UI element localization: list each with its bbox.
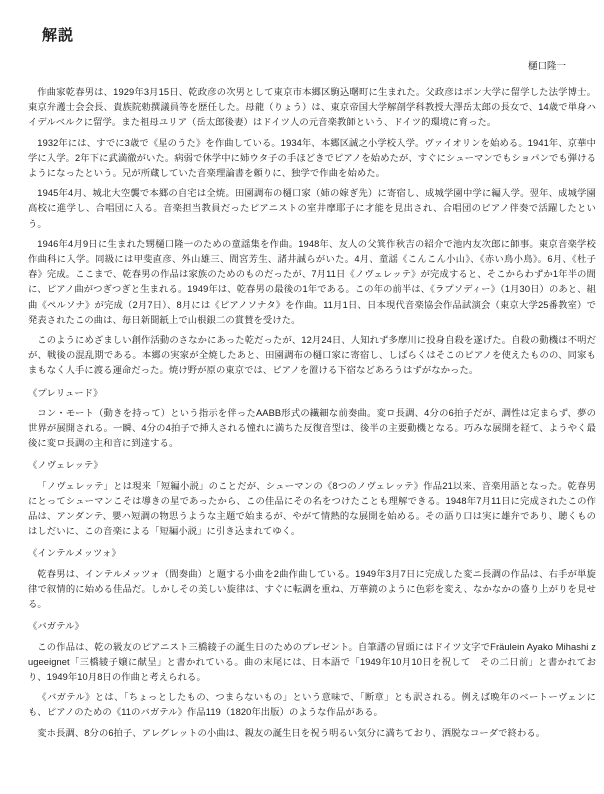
section-heading: 《ノヴェレッテ》 (28, 460, 103, 471)
paragraph: 変ホ長調、8分の6拍子、アレグレットの小曲は、親友の誕生日を祝う明るい気分に満ちており、洒脱なコーダで終わる。 (37, 727, 546, 738)
paragraph: 作曲家乾春男は、1929年3月15日、乾政彦の次男として東京市本郷区駒込曙町に生まれた。父政彦はボン大学に留学した法学博士。東京弁護士会会長、貴族院勅撰議員等を歴任した。母龍（りょう）は、東京帝国大学解剖学科教授大澤岳太郎の長女で、14歳で単身ハイデルベルクに留学。また祖母ユリア（岳太郎後妻）はドイツ人の元音楽教師という、ドイツ的環境に育った。 (28, 87, 596, 128)
paragraph: 1932年には、すでに3歳で《星のうた》を作曲している。1934年、本郷区誠之小学校入学。ヴァイオリンを始める。1941年、京華中学に入学。2年下に武満徹がいた。病弱で休学中に姉ウタ子の手ほどきでピアノを始めたが、すぐにシューマンでもショパンでも弾けるようになったという。兄が所蔵していた音楽理論書を頼りに、独学で作曲を始めた。 (28, 137, 596, 179)
page-title: 解説 (42, 27, 75, 44)
author-name: 樋口隆一 (527, 61, 566, 72)
paragraph: このようにめざましい創作活動のさなかにあった乾だったが、12月24日、人知れず多摩川に投身自殺を遂げた。自殺の動機は不明だが、戦後の混乱期である。本郷の実家が全焼したあと、田園調布の樋口家に寄宿し、しばらくはそこのピアノを使えたものの、同家もまもなく人手に渡る運命だった。焼け野が原の東京では、ピアノを置ける下宿などあろうはずがなかった。 (28, 335, 596, 376)
paragraph: 乾春男は、インテルメッツォ（間奏曲）と題する小曲を2曲作曲している。1949年3月7日に完成した変ニ長調の作品は、右手が単旋律で叙情的に始める佳品だ。しかしその美しい旋律は、すぐに転調を重ね、万華鏡のように色彩を変え、なかなかの盛り上がりを見せる。 (28, 568, 596, 610)
paragraph: コン・モート（動きを持って）という指示を伴ったAABB形式の繊細な前奏曲。変ロ長調、4分の6拍子だが、調性は定まらず、夢の世界が展開される。一瞬、4分の4拍子で挿入される憧れに満ちた反復音型は、後半の主要動機となる。巧みな展開を経て、ようやく最後に変ロ長調の主和音に到達する。 (28, 407, 596, 449)
document-body (28, 85, 596, 741)
paragraph: 《バガテル》とは、「ちょっとしたもの、つまらないもの」という意味で、「断章」とも訳される。例えば晩年のベートーヴェンにも、ピアノのための《11のバガテル》作品119（1820年出版）のような作品がある。 (28, 692, 596, 718)
paragraph: 1946年4月9日に生まれた甥樋口隆一のための童謡集を作曲。1948年、友人の父箕作秋吉の紹介で池内友次郎に師事。東京音楽学校作曲科に入学。同級には甲斐直彦、外山雄三、間宮芳生、諸井誠らがいた。4月、童謡《こんこん小山》、《赤い鳥小鳥》。6月、《杜子春》完成。ここまで、乾春男の作品は家族のためのものだったが、7月11日《ノヴェレッテ》が完成すると、そこからわずか1年半の間に、ピアノ曲がつぎつぎと生まれる。1949年は、乾春男の最後の1年である。この年の前半は、《ラプソディー》（1月30日）のあと、組曲《ペルソナ》が完成（2月7日）、8月には《ピアノソナタ》を作曲。11月1日、日本現代音楽協会作品試演会（東京大学25番教室）で発表されたこの曲は、毎日新聞紙上で山根銀二の賞賛を受けた。 (28, 238, 596, 325)
section-heading: 《バガテル》 (28, 621, 84, 632)
paragraph: この作品は、乾の級友のピアニスト三橋綾子の誕生日のためのプレゼント。自筆譜の冒頭にはドイツ文字でFräulein Ayako Mihashi zugeeignet「三橋綾子嬢に献呈」と書かれている。曲の末尾には、日本語で「1949年10月10日を祝して その二日前」と書かれており、1949年10月8日の作曲と考えられる。 (28, 641, 596, 682)
section-heading: 《プレリュード》 (28, 387, 103, 398)
paragraph: 「ノヴェレッテ」とは現来「短編小説」のことだが、シューマンの《8つのノヴェレッテ》作品21以来、音楽用語となった。乾春男にとってシューマンこそは導きの星であったから、この佳品にその名をつけたことも理解できる。1948年7月11日に完成されたこの作品は、アンダンテ、嬰ハ短調の物思うような主題で始まるが、やがて情熱的な展開を始める。その語り口は実に雄弁であり、聴くものはしだいに、この音楽による「短編小説」に引き込まれてゆく。 (28, 480, 596, 537)
paragraph: 1945年4月、城北大空襲で本郷の自宅は全焼。田園調布の樋口家（姉の嫁ぎ先）に寄宿し、成城学園中学に編入学。翌年、成城学園高校に進学し、合唱団に入る。音楽担当教員だったピアニストの室井摩耶子に才能を見出され、合唱団のピアノ伴奏で活躍したという。 (28, 188, 596, 229)
section-heading: 《インテルメッツォ》 (28, 548, 121, 559)
